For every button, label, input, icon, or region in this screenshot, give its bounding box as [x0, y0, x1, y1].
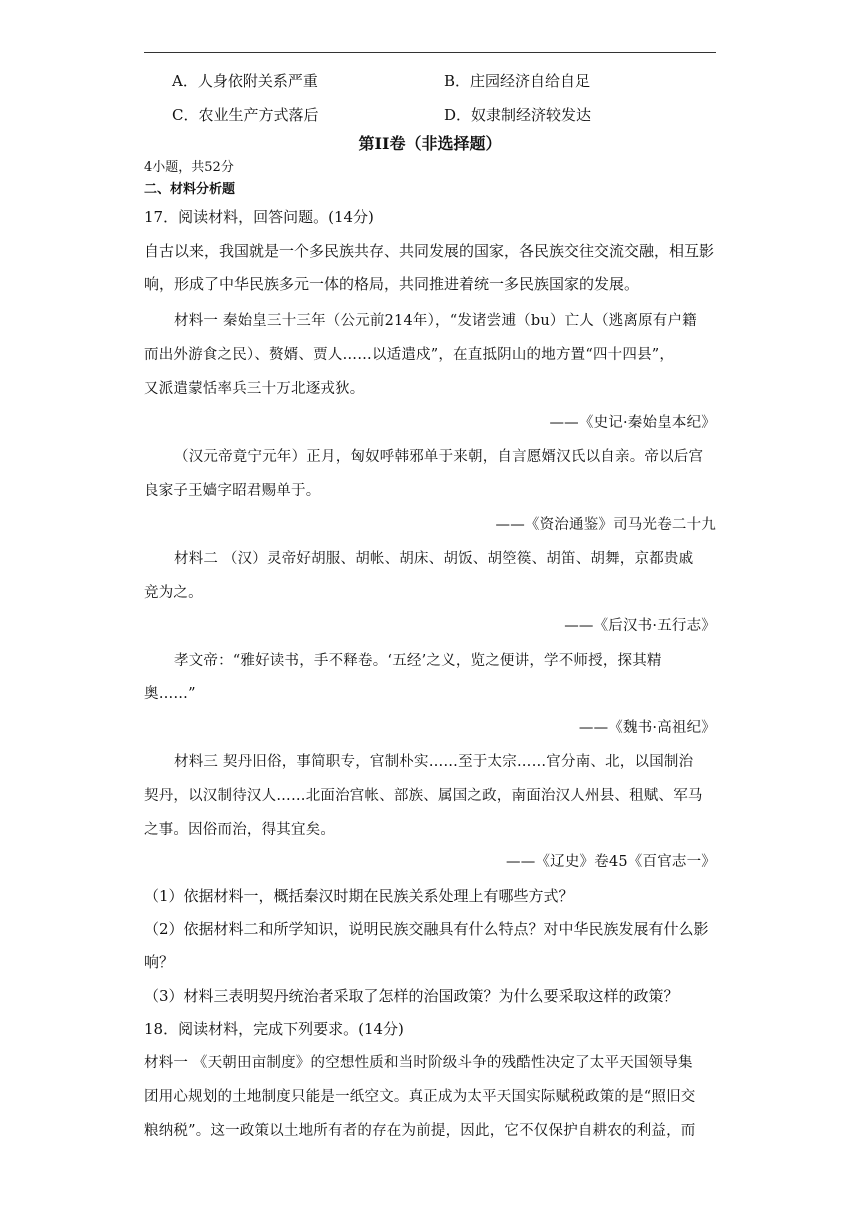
option-c: C．农业生产方式落后: [172, 106, 319, 124]
part-heading: 二、材料分析题: [144, 182, 236, 197]
q18-material1-line: 材料一 《天朝田亩制度》的空想性质和当时阶级斗争的残酷性决定了太平天国领导集: [144, 1055, 693, 1071]
q17-subquestion-3: （3）材料三表明契丹统治者采取了怎样的治国政策？为什么要采取这样的政策？: [144, 987, 679, 1005]
q18-material1-line: 团用心规划的土地制度只能是一纸空文。真正成为太平天国实际赋税政策的是“照旧交: [144, 1089, 696, 1105]
q17-material1b-line: （汉元帝竟宁元年）正月，匈奴呼韩邪单于来朝，自言愿婿汉氏以自亲。帝以后宫: [174, 449, 704, 465]
section-count: 4小题，共52分: [144, 160, 234, 175]
q17-material2b-line: 孝文帝：“雅好读书，手不释卷。‘五经’之义，览之便讲，学不师授，探其精: [174, 653, 662, 669]
q17-material3-source: ——《辽史》卷45《百官志一》: [506, 854, 716, 870]
option-b: B．庄园经济自给自足: [444, 72, 591, 90]
q17-subquestion-2: 响？: [144, 953, 175, 971]
q17-subquestion-2: （2）依据材料二和所学知识，说明民族交融具有什么特点？对中华民族发展有什么影: [144, 920, 709, 938]
header-rule: [144, 52, 716, 53]
q17-material2b-source: ——《魏书·高祖纪》: [578, 720, 716, 736]
q17-material1-line: 材料一 秦始皇三十三年（公元前214年），“发诸尝逋（bu）亡人（逃离原有户籍: [174, 313, 697, 329]
section-title: 第II卷（非选择题）: [358, 134, 502, 153]
q17-prompt: 17．阅读材料，回答问题。(14分): [144, 208, 374, 226]
q18-prompt: 18．阅读材料，完成下列要求。(14分): [144, 1020, 404, 1038]
q17-material2-source: ——《后汉书·五行志》: [564, 618, 716, 634]
q17-material1-line: 而出外游食之民）、赘婿、贾人……以适遣戍”，在直抵阴山的地方置“四十四县”，: [144, 347, 675, 363]
option-a: A．人身依附关系严重: [172, 72, 318, 90]
q17-material1-source: ——《史记·秦始皇本纪》: [549, 415, 716, 431]
q17-material1b-line: 良家子王嫱字昭君赐单于。: [144, 483, 321, 499]
q17-subquestion-1: （1）依据材料一，概括秦汉时期在民族关系处理上有哪些方式？: [144, 887, 574, 905]
q17-material1b-source: ——《资治通鉴》司马光卷二十九: [495, 517, 716, 533]
q18-material1-line: 粮纳税”。这一政策以土地所有者的存在为前提，因此，它不仅保护自耕农的利益，而: [144, 1123, 696, 1139]
option-d: D．奴隶制经济较发达: [444, 106, 592, 124]
q17-material2-line: 竞为之。: [144, 585, 203, 601]
q17-material2-line: 材料二 （汉）灵帝好胡服、胡帐、胡床、胡饭、胡箜篌、胡笛、胡舞，京都贵戚: [174, 551, 694, 567]
q17-material3-line: 之事。因俗而治，得其宜矣。: [144, 822, 336, 838]
q17-intro-line: 自古以来，我国就是一个多民族共存、共同发展的国家，各民族交往交流交融，相互影: [144, 242, 715, 260]
q17-material3-line: 契丹，以汉制待汉人……北面治宫帐、部族、属国之政，南面治汉人州县、租赋、军马: [144, 788, 703, 804]
q17-material3-line: 材料三 契丹旧俗，事简职专，官制朴实……至于太宗……官分南、北，以国制治: [174, 754, 694, 770]
q17-material1-line: 又派遣蒙恬率兵三十万北逐戎狄。: [144, 381, 365, 397]
q17-intro-line: 响，形成了中华民族多元一体的格局，共同推进着统一多民族国家的发展。: [144, 275, 640, 293]
q17-material2b-line: 奥……”: [144, 686, 196, 702]
